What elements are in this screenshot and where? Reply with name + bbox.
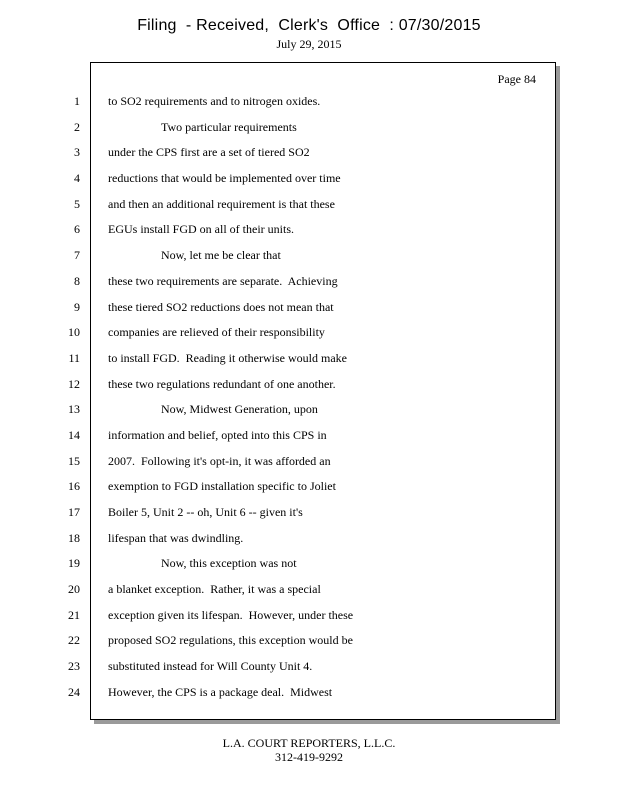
line-text: reductions that would be implemented over time [108, 171, 341, 186]
transcript-lines [0, 94, 618, 711]
line-number: 5 [74, 196, 80, 211]
filing-stamp: Filing - Received, Clerk's Office : 07/30/2015 [137, 17, 481, 34]
transcript-line [0, 120, 618, 146]
line-number: 1 [74, 94, 80, 108]
transcript-line [0, 300, 618, 326]
line-text: these two regulations redundant of one another. [108, 376, 336, 391]
line-number: 22 [68, 633, 80, 648]
line-text: Now, Midwest Generation, upon [161, 402, 318, 417]
line-number: 16 [68, 479, 80, 494]
transcript-line [0, 685, 618, 711]
line-text: proposed SO2 regulations, this exception would be [108, 633, 353, 648]
line-number: 10 [68, 325, 80, 340]
line-number: 12 [68, 376, 80, 391]
line-text: to SO2 requirements and to nitrogen oxides. [108, 94, 321, 108]
line-text: Boiler 5, Unit 2 -- oh, Unit 6 -- given it's [108, 505, 303, 519]
transcript-line [0, 505, 618, 531]
transcript-line [0, 248, 618, 274]
line-number: 11 [68, 350, 80, 365]
transcript-line [0, 325, 618, 351]
line-text: lifespan that was dwindling. [108, 530, 244, 545]
line-text: exception given its lifespan. However, under these [108, 607, 354, 622]
transcript-line [0, 454, 618, 480]
line-number: 18 [68, 530, 80, 545]
line-number: 6 [74, 222, 80, 237]
transcript-line [0, 94, 618, 120]
line-number: 2 [74, 119, 80, 134]
line-number: 24 [68, 684, 80, 699]
transcript-line [0, 171, 618, 197]
line-text: However, the CPS is a package deal. Midwest [108, 684, 333, 699]
transcript-line [0, 402, 618, 428]
line-number: 3 [74, 145, 80, 160]
transcript-line [0, 222, 618, 248]
line-text: information and belief, opted into this CPS in [108, 427, 327, 442]
line-text: exemption to FGD installation specific to Joliet [108, 479, 336, 494]
reporter-company: L.A. COURT REPORTERS, L.L.C. [222, 736, 396, 750]
line-number: 17 [68, 505, 80, 519]
line-text: and then an additional requirement is that these [108, 196, 335, 211]
footer [0, 736, 618, 764]
line-text: EGUs install FGD on all of their units. [108, 222, 294, 237]
line-text: these two requirements are separate. Achieving [108, 273, 338, 288]
transcript-line [0, 479, 618, 505]
line-text: Now, this exception was not [161, 556, 297, 571]
transcript-line [0, 145, 618, 171]
transcript-line [0, 351, 618, 377]
transcript-line [0, 659, 618, 685]
line-text: Now, let me be clear that [161, 248, 281, 263]
line-number: 15 [68, 453, 80, 468]
transcript-line [0, 556, 618, 582]
transcript-line [0, 582, 618, 608]
line-number: 19 [68, 556, 80, 571]
transcript-line [0, 608, 618, 634]
line-text: to install FGD. Reading it otherwise would make [108, 350, 347, 365]
line-number: 20 [68, 582, 80, 597]
transcript-line [0, 274, 618, 300]
line-text: 2007. Following it's opt-in, it was afforded an [108, 453, 331, 468]
line-number: 21 [68, 607, 80, 622]
transcript-line [0, 428, 618, 454]
line-number: 7 [74, 248, 80, 263]
transcript-date: July 29, 2015 [276, 37, 342, 51]
reporter-phone: 312-419-9292 [275, 750, 343, 764]
line-text: a blanket exception. Rather, it was a special [108, 582, 321, 597]
line-text: substituted instead for Will County Unit 4. [108, 659, 313, 674]
transcript-line [0, 197, 618, 223]
line-number: 23 [68, 659, 80, 674]
page-number: Page 84 [497, 72, 536, 86]
transcript-line [0, 531, 618, 557]
line-number: 8 [74, 273, 80, 288]
transcript-line [0, 633, 618, 659]
line-number: 14 [68, 427, 80, 442]
line-number: 4 [74, 171, 80, 186]
line-number: 13 [68, 402, 80, 417]
line-text: these tiered SO2 reductions does not mean that [108, 299, 334, 314]
transcript-line [0, 377, 618, 403]
line-text: Two particular requirements [161, 119, 297, 134]
line-number: 9 [74, 299, 80, 314]
line-text: companies are relieved of their responsibility [108, 325, 325, 340]
line-text: under the CPS first are a set of tiered SO2 [108, 145, 310, 160]
